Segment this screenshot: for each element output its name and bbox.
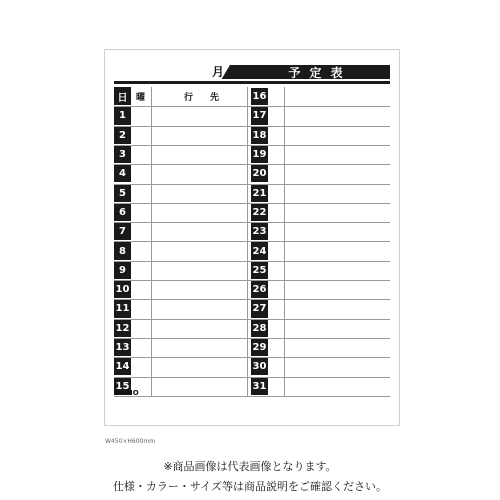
day-number: 29 [252,342,267,354]
day-number: 4 [119,168,126,180]
day-number-cell [251,358,268,375]
day-number-cell [251,281,268,298]
day-number: 16 [252,91,267,103]
day-number: 18 [252,129,267,141]
row-line [114,357,390,358]
day-number: 24 [252,245,267,257]
day-number-cell [114,320,131,337]
day-number: 27 [252,303,267,315]
day-number: 14 [115,361,130,373]
day-number-cell [251,320,268,337]
day-number-cell [251,107,268,124]
day-number: 26 [252,284,267,296]
spec-note: 仕様・カラー・サイズ等は商品説明をご確認ください。 [112,480,388,493]
day-number-cell [114,185,131,202]
size-label: W450×H600mm [105,438,156,445]
day-number-cell [251,127,268,144]
day-number-cell [114,281,131,298]
day-number: 25 [252,264,267,276]
day-number-cell [251,88,268,105]
row-line [114,377,390,378]
day-number-cell [114,204,131,221]
day-number: 10 [115,284,130,296]
day-number-cell [114,165,131,182]
day-number-cell [251,223,268,240]
board-header [114,65,390,87]
whiteboard [104,49,400,426]
row-line [114,280,390,281]
day-number: 9 [119,264,126,276]
day-number: 5 [119,187,126,199]
day-number: 19 [252,149,267,161]
day-number: 28 [252,322,267,334]
center-divider [247,87,248,396]
row-line [114,319,390,320]
row-line [114,222,390,223]
row-line [114,396,390,397]
day-number: 30 [252,361,267,373]
weekday-header: 曜 [136,92,146,103]
day-number: 6 [119,206,126,218]
weekday-divider [151,87,152,396]
day-number-cell [114,262,131,279]
header-rule [114,81,390,84]
row-line [114,145,390,146]
day-number: 12 [115,322,130,334]
month-label: 月 [211,65,224,79]
right-weekday-divider [284,87,285,396]
day-number: 13 [115,342,130,354]
row-line [114,184,390,185]
row-line [114,106,390,107]
day-number: 8 [119,245,126,257]
day-number-cell [114,300,131,317]
row-line [114,241,390,242]
day-number-cell [114,127,131,144]
day-number-cell [114,242,131,259]
day-number: 11 [115,303,130,315]
day-number-cell [114,339,131,356]
board-title: 予定表 [288,65,352,80]
day-header-label: 日 [117,92,128,104]
day-number-cell [114,223,131,240]
day-number: 3 [119,149,126,161]
row-line [114,338,390,339]
day-number: 31 [252,380,267,392]
day-number-cell [251,339,268,356]
day-number-cell [114,107,131,124]
day-number: 7 [119,226,126,238]
schedule-sheet [114,65,390,405]
schedule-grid [114,87,390,392]
row-line [114,261,390,262]
destination-header: 行 先 [184,92,224,103]
day-number: 22 [252,206,267,218]
day-number-cell [251,262,268,279]
day-number: 21 [252,187,267,199]
day-number-cell [251,378,268,395]
day-number-cell [251,242,268,259]
day-number: 2 [119,129,126,141]
day-number-cell [114,146,131,163]
month-area [114,65,230,78]
day-number-cell [251,300,268,317]
day-number-cell [251,146,268,163]
day-header [114,87,131,105]
row-line [114,203,390,204]
day-number: 15 [115,380,130,392]
row-line [114,126,390,127]
day-number-cell [251,185,268,202]
image-note: ※商品画像は代表画像となります。 [163,460,337,473]
day-number: 23 [252,226,267,238]
day-number-cell [251,204,268,221]
day-number: 17 [252,110,267,122]
day-number: 20 [252,168,267,180]
day-number: 1 [119,110,126,122]
row-line [114,164,390,165]
memo-label: MEMO [114,389,139,397]
day-number-cell [114,358,131,375]
day-number-cell [251,165,268,182]
row-line [114,299,390,300]
